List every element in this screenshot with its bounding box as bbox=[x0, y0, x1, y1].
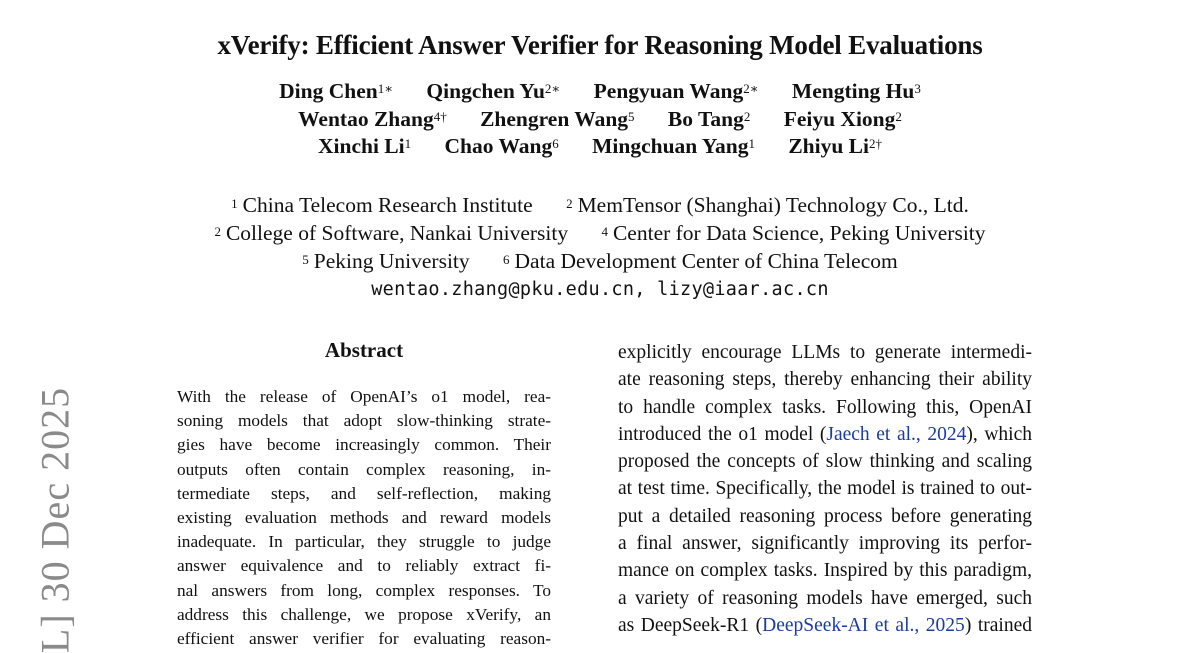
abstract-line: efficient answer verifier for evaluating reason- bbox=[177, 629, 551, 649]
affiliation: $^2$ College of Software, Nankai University bbox=[214, 221, 569, 245]
abstract-line: inadequate. In particular, they struggle to judge bbox=[177, 532, 551, 552]
body-line: proposed the concepts of slow thinking and scaling bbox=[618, 451, 1032, 473]
abstract-line: answer equivalence and to reliably extract fi- bbox=[177, 556, 551, 576]
body-line-with-citation: as DeepSeek-R1 (DeepSeek-AI et al., 2025) trained bbox=[618, 614, 1032, 636]
abstract-body bbox=[177, 385, 551, 651]
author: Xinchi Li$^1$ bbox=[318, 134, 412, 158]
abstract-line: gies have become increasingly common. Their bbox=[177, 435, 551, 455]
body-line: a variety of reasoning models have emerged, such bbox=[618, 587, 1032, 609]
body-line: at test time. Specifically, the model is trained to out- bbox=[618, 478, 1032, 500]
body-line-with-citation: introduced the o1 model (Jaech et al., 2024), which bbox=[618, 423, 1033, 445]
affiliation: $^2$ MemTensor (Shanghai) Technology Co., Ltd. bbox=[566, 193, 969, 217]
affiliation-row bbox=[0, 219, 1200, 247]
author-row bbox=[0, 133, 1200, 161]
body-line: explicitly encourage LLMs to generate intermedi- bbox=[618, 342, 1032, 363]
abstract-line: soning models that adopt slow-thinking strate- bbox=[177, 411, 551, 431]
author-row bbox=[0, 78, 1200, 106]
abstract-line: nal answers from long, complex responses. To bbox=[177, 580, 551, 600]
citation-link[interactable]: DeepSeek-AI et al., 2025 bbox=[762, 614, 965, 636]
affiliation: $^4$ Center for Data Science, Peking University bbox=[601, 221, 986, 245]
body-line: mance on complex tasks. Inspired by this paradigm, bbox=[618, 560, 1032, 582]
abstract-line: outputs often contain complex reasoning, in- bbox=[177, 459, 551, 479]
body-line: ate reasoning steps, thereby enhancing their ability bbox=[618, 369, 1032, 391]
author: Feiyu Xiong$^2$ bbox=[783, 106, 902, 131]
author-row bbox=[0, 106, 1200, 134]
author: Qingchen $Yu^{2∗}$ bbox=[426, 79, 561, 103]
affiliation-row bbox=[0, 191, 1200, 219]
author: Bo Tang$^2$ bbox=[667, 106, 751, 131]
author: Ding Chen$^{1∗}$ bbox=[279, 79, 394, 103]
author: Mengting Hu$^3$ bbox=[791, 79, 921, 103]
affiliation: $^1$ China Telecom Research Institute bbox=[231, 193, 533, 217]
body-line: to handle complex tasks. Following this, OpenAI bbox=[618, 396, 1032, 418]
abstract-line: termediate steps, and self-reflection, making bbox=[177, 483, 551, 503]
citation-link[interactable]: Jaech et al., 2024 bbox=[826, 423, 967, 445]
abstract-line: With the release of OpenAI’s o1 model, rea- bbox=[177, 387, 551, 406]
arxiv-stamp: L] 30 Dec 2025 bbox=[32, 386, 78, 653]
author: Zhengren Wang$^5$ bbox=[480, 106, 635, 131]
affiliation: $^6$ Data Development Center of China Telecom bbox=[503, 249, 898, 273]
introduction-body bbox=[618, 339, 1032, 639]
body-line: put a detailed reasoning process before generating bbox=[618, 505, 1032, 527]
affiliation: $^5$ Peking University bbox=[302, 249, 470, 273]
body-line: a final answer, significantly improving its perfor- bbox=[618, 533, 1032, 555]
author-list bbox=[0, 78, 1200, 161]
abstract-line: existing evaluation methods and reward models bbox=[177, 508, 551, 528]
author: Pengyuan Wang$^{2∗}$ bbox=[593, 79, 759, 103]
author: Mingchuan Yang$^1$ bbox=[592, 134, 755, 158]
author: Chao Wang$^6$ bbox=[444, 134, 559, 158]
author: Zhiyu $Li^{2\dagger}$ bbox=[788, 134, 882, 158]
author: Wentao Zhang$^{4\dagger}$ bbox=[298, 106, 447, 131]
paper-title: xVerify: Efficient Answer Verifier for Reasoning Model Evaluations bbox=[217, 30, 983, 60]
abstract-line: address this challenge, we propose xVerify, an bbox=[177, 604, 551, 624]
affiliation-row bbox=[0, 247, 1200, 275]
contact-emails: wentao.zhang@pku.edu.cn, lizy@iaar.ac.cn bbox=[371, 279, 829, 300]
abstract-heading: Abstract bbox=[324, 338, 404, 362]
affiliation-list bbox=[0, 191, 1200, 275]
